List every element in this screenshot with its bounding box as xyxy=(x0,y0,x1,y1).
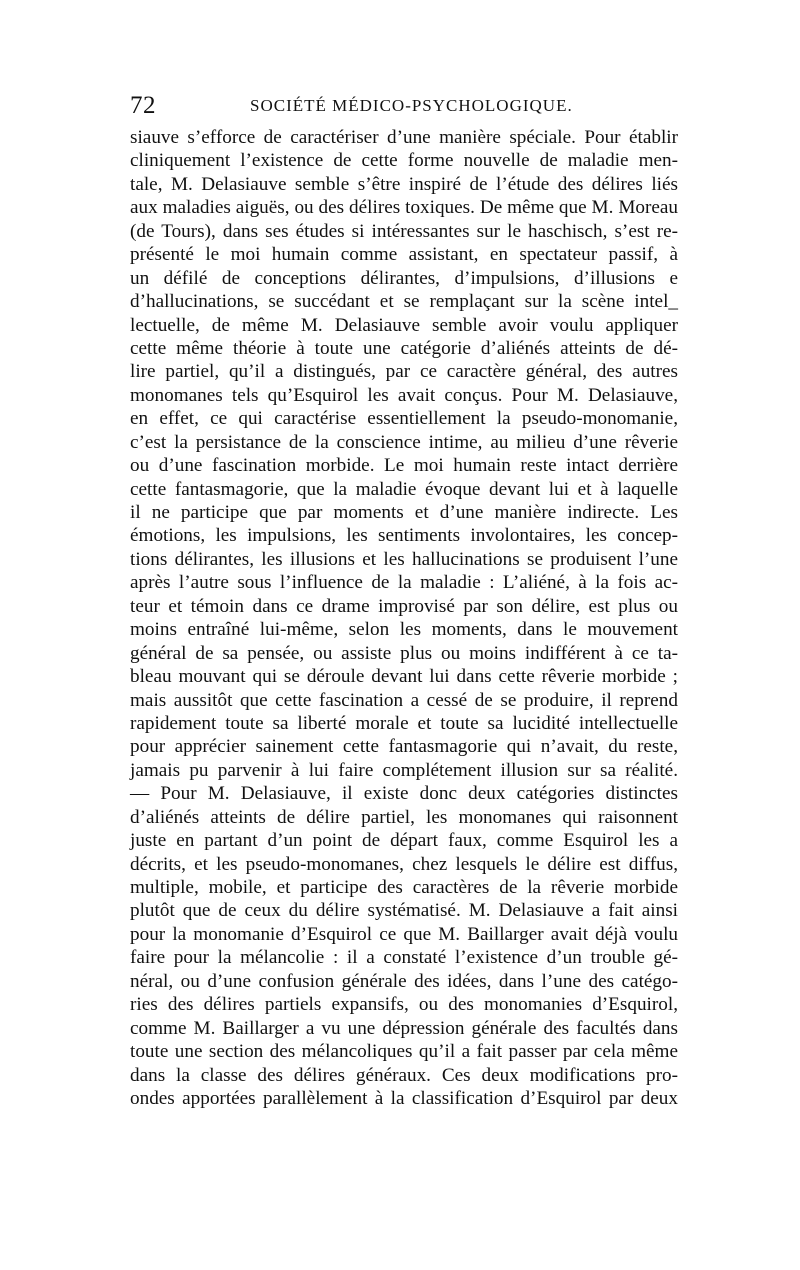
text-line: d’aliénés atteints de délire partiel, les monomanes qui raisonnent xyxy=(130,806,678,828)
text-line: présenté le moi humain comme assistant, en spectateur passif, à xyxy=(130,244,678,266)
page-header xyxy=(130,92,690,122)
text-line: lire partiel, qu’il a distingués, par ce caractère général, des autres xyxy=(130,361,678,383)
text-line: cette même théorie à toute une catégorie d’aliénés atteints de dé- xyxy=(130,337,678,359)
text-line: après l’autre sous l’influence de la maladie : L’aliéné, à la fois ac- xyxy=(130,572,678,594)
text-line: émotions, les impulsions, les sentiments involontaires, les concep- xyxy=(130,525,678,547)
text-line: il ne participe que par moments et d’une manière indirecte. Les xyxy=(130,502,678,523)
text-line: toute une section des mélancoliques qu’il a fait passer par cela même xyxy=(130,1041,678,1063)
text-line: cette fantasmagorie, que la maladie évoque devant lui et à laquelle xyxy=(130,478,678,500)
text-line: juste en partant d’un point de départ faux, comme Esquirol les a xyxy=(130,830,678,852)
text-line: multiple, mobile, et participe des caractères de la rêverie morbide xyxy=(130,877,678,898)
page-number: 72 xyxy=(130,92,156,119)
text-line: faire pour la mélancolie : il a constaté l’existence d’un trouble gé- xyxy=(130,947,678,969)
text-line: siauve s’efforce de caractériser d’une manière spéciale. Pour établir xyxy=(130,127,678,148)
text-line: moins entraîné lui-même, selon les moments, dans le mouvement xyxy=(130,619,678,641)
text-line: dans la classe des délires généraux. Ces deux modifications pro- xyxy=(130,1064,678,1086)
text-line: en effet, ce qui caractérise essentiellement la pseudo-monomanie, xyxy=(130,408,678,430)
text-line: aux maladies aiguës, ou des délires toxiques. De même que M. Moreau xyxy=(130,197,678,219)
text-line: jamais pu parvenir à lui faire complétement illusion sur sa réalité. xyxy=(130,759,678,781)
body-text xyxy=(130,126,678,1110)
running-title: SOCIÉTÉ MÉDICO-PSYCHOLOGIQUE. xyxy=(250,96,573,115)
text-line: tale, M. Delasiauve semble s’être inspiré de l’étude des délires liés xyxy=(130,173,678,195)
text-line: rapidement toute sa liberté morale et toute sa lucidité intellectuelle xyxy=(130,712,678,734)
text-line: — Pour M. Delasiauve, il existe donc deux catégories distinctes xyxy=(130,783,678,805)
text-line: pour la monomanie d’Esquirol ce que M. Baillarger avait déjà voulu xyxy=(130,923,678,945)
text-line: décrits, et les pseudo-monomanes, chez lesquels le délire est diffus, xyxy=(130,853,678,875)
text-line: ou d’une fascination morbide. Le moi humain reste intact derrière xyxy=(130,455,678,477)
text-line: un défilé de conceptions délirantes, d’impulsions, d’illusions e xyxy=(130,267,678,289)
text-line: (de Tours), dans ses études si intéressantes sur le haschisch, s’est re- xyxy=(130,220,678,242)
text-line: comme M. Baillarger a vu une dépression générale des facultés dans xyxy=(130,1017,678,1039)
text-line: mais aussitôt que cette fascination a cessé de se produire, il reprend xyxy=(130,689,678,711)
text-line: monomanes tels qu’Esquirol les avait conçus. Pour M. Delasiauve, xyxy=(130,384,678,406)
text-line: d’hallucinations, se succédant et se remplaçant sur la scène intel_ xyxy=(130,291,678,313)
text-line: pour apprécier sainement cette fantasmagorie qui n’avait, du reste, xyxy=(130,736,678,758)
text-line: teur et témoin dans ce drame improvisé par son délire, est plus ou xyxy=(130,595,678,617)
text-line: néral, ou d’une confusion générale des idées, dans l’une des catégo- xyxy=(130,970,678,992)
text-line: plutôt que de ceux du délire systématisé. M. Delasiauve a fait ainsi xyxy=(130,900,678,922)
text-line: lectuelle, de même M. Delasiauve semble avoir voulu appliquer xyxy=(130,314,678,336)
text-line: tions délirantes, les illusions et les hallucinations se produisent l’une xyxy=(130,548,678,570)
text-line: ondes apportées parallèlement à la classification d’Esquirol par deux xyxy=(130,1087,678,1109)
text-line: ries des délires partiels expansifs, ou des monomanies d’Esquirol, xyxy=(130,994,678,1016)
text-line: général de sa pensée, ou assiste plus ou moins indifférent à ce ta- xyxy=(130,642,678,664)
text-line: c’est la persistance de la conscience intime, au milieu d’une rêverie xyxy=(130,431,678,453)
text-line: cliniquement l’existence de cette forme nouvelle de maladie men- xyxy=(130,150,678,172)
text-line: bleau mouvant qui se déroule devant lui dans cette rêverie morbide ; xyxy=(130,666,678,688)
